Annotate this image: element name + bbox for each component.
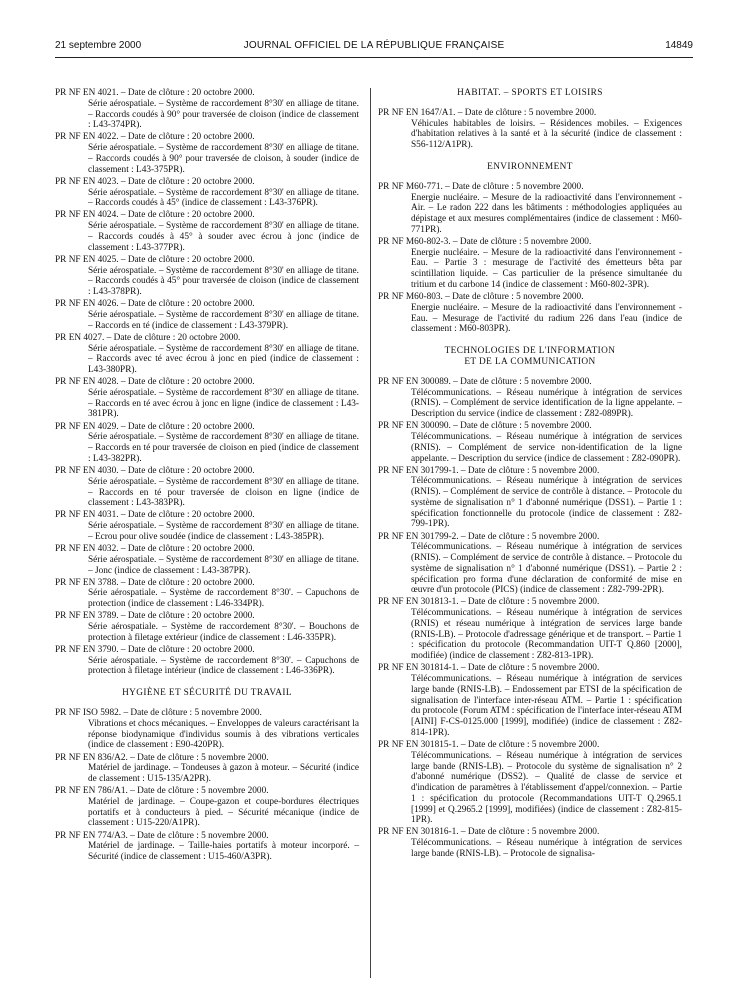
entry-reference: PR EN 4027. – Date de clôture : 20 octobre 2000. [55, 332, 241, 343]
entry-reference: PR NF EN 301799-1. – Date de clôture : 5 novembre 2000. [378, 465, 600, 476]
entry-reference: PR NF EN 4030. – Date de clôture : 20 octobre 2000. [55, 466, 255, 477]
habitat-entries [378, 108, 682, 151]
entry-description: Télécommunications. – Réseau numérique à intégration de services large bande (RNIS-LB). – Protocole du système de signalisation n° 2 d'abonné numérique (DSS2). – Qualité de classe de service et d'indication de paramètres à l'établissement d'appel/connexion. – Partie 1 : spécification du protocole (Recommandations UIT-T Q.2965.1 [1999] et Q.2965.2 [1999], modifiées) (indice de classement : Z82-815-1PR). [411, 750, 682, 826]
standard-entry [55, 333, 359, 376]
entry-description: Série aérospatiale. – Système de raccordement 8°30'. – Capuchons de protection (indice de classement : L46-334PR). [88, 588, 359, 610]
entry-reference: PR NF EN 4023. – Date de clôture : 20 octobre 2000. [55, 176, 255, 187]
standard-entry [378, 421, 682, 464]
entry-description: Télécommunications. – Réseau numérique à intégration de services large bande (RNIS-LB). – Protocole de signalisa- [411, 838, 682, 859]
hygiene-entries [55, 708, 359, 863]
standard-entry [55, 753, 359, 785]
entry-description: Série aérospatiale. – Système de raccordement 8°30' en alliage de titane. – Raccords en té pour traversée de cloison en pied (indice de classement : L43-382PR). [88, 432, 359, 464]
standard-entry [55, 578, 359, 610]
entry-description: Télécommunications. – Réseau numérique à intégration de services (RNIS). – Complément de service de contrôle à distance. – Protocole du système de signalisation n° 1 d'abonné numérique (DSS1). – Partie 2 : spécification pro forma d'une déclaration de conformité de mise en œuvre d'un protocole (PICS) (indice de classement : Z82-799-2PR). [411, 542, 682, 596]
entry-description: Série aérospatiale. – Système de raccordement 8°30' en alliage de titane. – Raccords en té (indice de classement : L43-379PR). [88, 309, 359, 331]
entry-reference: PR NF EN 301815-1. – Date de clôture : 5 novembre 2000. [378, 740, 600, 750]
entry-description: Série aérospatiale. – Système de raccordement 8°30'. – Bouchons de protection à filetage extérieur (indice de classement : L46-335PR). [88, 622, 359, 643]
entry-description: Télécommunications. – Réseau numérique à intégration de services (RNIS). – Complément de service identification de la ligne appelante. – Description du service (indice de classement : Z82-089PR). [411, 387, 682, 420]
entry-description: Série aérospatiale. – Système de raccordement 8°30' en alliage de titane. – Jonc (indice de classement : L43-387PR). [88, 554, 359, 576]
section-title-tic: TECHNOLOGIES DE L'INFORMATION ET DE LA COMMUNICATION [444, 346, 616, 367]
standard-entry [55, 255, 359, 298]
entry-description: Matériel de jardinage. – Coupe-gazon et coupe-bordures électriques portatifs et à conducteurs à pied. – Sécurité mécanique (indice de classement : U15-220/A1PR). [88, 796, 359, 829]
entry-description: Série aérospatiale. – Système de raccordement 8°30'. – Capuchons de protection à filetage intérieur (indice de classement : L46-336PR). [88, 655, 359, 677]
left-column [55, 88, 359, 864]
entry-description: Matériel de jardinage. – Tondeuses à gazon à moteur. – Sécurité (indice de classement : U15-135/A2PR). [88, 763, 359, 785]
section-title-environnement: ENVIRONNEMENT [487, 161, 573, 172]
standard-entry [378, 377, 682, 420]
standard-entry [378, 532, 682, 597]
page-header [55, 40, 693, 54]
standard-entry [55, 645, 359, 677]
entry-reference: PR NF EN 4028. – Date de clôture : 20 octobre 2000. [55, 377, 255, 388]
standard-entry [55, 177, 359, 209]
standard-entry [55, 132, 359, 175]
entry-description: Télécommunications. – Réseau numérique à intégration de services (RNIS) et réseau numérique à intégration de services large bande (RNIS-LB). – Protocole d'adressage générique et de transport. – Partie 1 : spécification du protocole (Recommandation UIT-T Q.860 [2000], modifiée) (indice de classement : Z82-813-1PR). [411, 608, 682, 662]
entry-reference: PR NF EN 774/A3. – Date de clôture : 5 novembre 2000. [55, 830, 269, 841]
standard-entry [55, 466, 359, 509]
column-divider [370, 88, 371, 978]
standard-entry [378, 182, 682, 236]
section-title-hygiene: HYGIÈNE ET SÉCURITÉ DU TRAVAIL [122, 688, 292, 699]
standard-entry [55, 831, 359, 863]
entry-description: Télécommunications. – Réseau numérique à intégration de services large bande (RNIS-LB). – Endossement par ETSI de la spécification de signalisation de l'interface inter-réseau ATM. – Partie 1 : spécification du protocole (Forum ATM : spécification de l'interface inter-réseau ATM [AINI] F-CS-0125.000 [1999], modifiée) (indice de classement : Z82-814-1PR). [411, 674, 682, 738]
entry-reference: PR NF EN 300089. – Date de clôture : 5 novembre 2000. [378, 376, 592, 387]
entry-reference: PR NF EN 4029. – Date de clôture : 20 octobre 2000. [55, 421, 255, 432]
entry-reference: PR NF EN 3788. – Date de clôture : 20 octobre 2000. [55, 577, 255, 588]
section-title-habitat: HABITAT. – SPORTS ET LOISIRS [457, 88, 603, 98]
entry-reference: PR NF M60-802-3. – Date de clôture : 5 novembre 2000. [378, 236, 592, 247]
entry-reference: PR NF EN 4022. – Date de clôture : 20 octobre 2000. [55, 132, 255, 143]
aerospace-entries [55, 88, 359, 677]
entry-description: Energie nucléaire. – Mesure de la radioactivité dans l'environnement - Eau. – Partie 3 : mesurage de l'activité des émetteurs bêta par scintillation liquide. – Cas particulier de la présence simultanée du tritium et du carbone 14 (indice de classement : M60-802-3PR). [411, 247, 682, 290]
standard-entry [55, 611, 359, 643]
standard-entry [55, 422, 359, 465]
entry-reference: PR NF EN 301816-1. – Date de clôture : 5 novembre 2000. [378, 827, 600, 838]
entry-reference: PR NF EN 4031. – Date de clôture : 20 octobre 2000. [55, 510, 255, 521]
entry-reference: PR NF EN 4024. – Date de clôture : 20 octobre 2000. [55, 210, 255, 221]
entry-reference: PR NF EN 4025. – Date de clôture : 20 octobre 2000. [55, 254, 255, 265]
entry-reference: PR NF EN 4026. – Date de clôture : 20 octobre 2000. [55, 299, 255, 310]
entry-description: Série aérospatiale. – Système de raccordement 8°30' en alliage de titane. – Raccords en té avec écrou à jonc en ligne (indice de classement : L43-381PR). [88, 387, 359, 420]
entry-reference: PR NF EN 4021. – Date de clôture : 20 octobre 2000. [55, 88, 255, 98]
entry-description: Energie nucléaire. – Mesure de la radioactivité dans l'environnement - Eau. – Mesurage de l'activité du radium 226 dans l'eau (indice de classement : M60-803PR). [411, 302, 682, 335]
standard-entry [55, 544, 359, 576]
issue-date: 21 septembre 2000 [55, 40, 142, 51]
entry-reference: PR NF EN 301799-2. – Date de clôture : 5 novembre 2000. [378, 531, 600, 542]
standard-entry [55, 510, 359, 542]
entry-description: Série aérospatiale. – Système de raccordement 8°30' en alliage de titane. – Raccords coudés à 90° pour traversée de cloison, à souder (indice de classement : L43-375PR). [88, 143, 359, 175]
standard-entry [378, 663, 682, 738]
standard-entry [378, 597, 682, 662]
entry-description: Série aérospatiale. – Système de raccordement 8°30' en alliage de titane. – Raccords coudés à 45° pour traversée de cloison (indice de classement : L43-378PR). [88, 265, 359, 298]
entry-reference: PR NF EN 300090. – Date de clôture : 5 novembre 2000. [378, 421, 592, 432]
entry-description: Télécommunications. – Réseau numérique à intégration de services (RNIS). – Complément de service non-identification de la ligne appelante. – Description du service (indice de classement : Z82-090PR). [411, 432, 682, 464]
standard-entry [55, 786, 359, 829]
standard-entry [55, 210, 359, 253]
entry-description: Série aérospatiale. – Système de raccordement 8°30' en alliage de titane. – Ecrou pour olive soudée (indice de classement : L43-385PR). [88, 521, 359, 542]
environnement-entries [378, 182, 682, 335]
standard-entry [55, 299, 359, 331]
entry-reference: PR NF EN 1647/A1. – Date de clôture : 5 novembre 2000. [378, 107, 597, 118]
standard-entry [55, 377, 359, 420]
entry-reference: PR NF EN 3789. – Date de clôture : 20 octobre 2000. [55, 611, 255, 622]
entry-description: Série aérospatiale. – Système de raccordement 8°30' en alliage de titane. – Raccords coudés à 45° (indice de classement : L43-376PR). [88, 187, 359, 209]
entry-reference: PR NF EN 836/A2. – Date de clôture : 5 novembre 2000. [55, 752, 269, 763]
standard-entry [378, 292, 682, 335]
entry-reference: PR NF M60-803. – Date de clôture : 5 novembre 2000. [378, 292, 584, 303]
standard-entry [378, 827, 682, 859]
journal-title: JOURNAL OFFICIEL DE LA RÉPUBLIQUE FRANÇAISE [243, 40, 505, 51]
entry-description: Energie nucléaire. – Mesure de la radioactivité dans l'environnement - Air. – Le radon 222 dans les bâtiments : méthodologies appliquées au dépistage et aux mesures complémentaires (indice de classement : M60-771PR). [411, 192, 682, 235]
standard-entry [378, 237, 682, 291]
page-number: 14849 [665, 40, 693, 51]
entry-description: Véhicules habitables de loisirs. – Résidences mobiles. – Exigences d'habitation relatives à la santé et à la sécurité (indice de classement : S56-112/A1PR). [411, 118, 682, 151]
standard-entry [378, 108, 682, 151]
standard-entry [378, 740, 682, 826]
entry-reference: PR NF ISO 5982. – Date de clôture : 5 novembre 2000. [55, 708, 262, 719]
entry-reference: PR NF EN 4032. – Date de clôture : 20 octobre 2000. [55, 544, 255, 555]
entry-reference: PR NF M60-771. – Date de clôture : 5 novembre 2000. [378, 181, 584, 192]
standard-entry [55, 708, 359, 751]
header-rule [55, 57, 693, 58]
standard-entry [378, 466, 682, 531]
entry-description: Matériel de jardinage. – Taille-haies portatifs à moteur incorporé. – Sécurité (indice de classement : U15-460/A3PR). [88, 841, 359, 863]
tic-entries [378, 377, 682, 860]
entry-description: Vibrations et chocs mécaniques. – Enveloppes de valeurs caractérisant la réponse biodynamique d'individus soumis à des vibrations verticales (indice de classement : E90-420PR). [88, 718, 360, 751]
entry-reference: PR NF EN 3790. – Date de clôture : 20 octobre 2000. [55, 644, 255, 655]
entry-description: Série aérospatiale. – Système de raccordement 8°30' en alliage de titane. – Raccords coudés à 45° à souder avec écrou à jonc (indice de classement : L43-377PR). [88, 221, 359, 253]
entry-description: Série aérospatiale. – Système de raccordement 8°30' en alliage de titane. – Raccords avec té avec écrou à jonc en pied (indice de classement : L43-380PR). [88, 343, 359, 376]
entry-description: Télécommunications. – Réseau numérique à intégration de services (RNIS). – Complément de service de contrôle à distance. – Protocole du système de signalisation n° 1 d'abonné numérique (DSS1). – Partie 1 : spécification fonctionnelle du protocole (indice de classement : Z82-799-1PR). [411, 476, 682, 530]
entry-reference: PR NF EN 301813-1. – Date de clôture : 5 novembre 2000. [378, 597, 600, 608]
entry-reference: PR NF EN 301814-1. – Date de clôture : 5 novembre 2000. [378, 663, 600, 674]
entry-reference: PR NF EN 786/A1. – Date de clôture : 5 novembre 2000. [55, 786, 269, 797]
right-column [378, 88, 682, 861]
standard-entry [55, 88, 359, 131]
entry-description: Série aérospatiale. – Système de raccordement 8°30' en alliage de titane. – Raccords en té pour traversée de cloison en ligne (indice de classement : L43-383PR). [88, 476, 359, 509]
entry-description: Série aérospatiale. – Système de raccordement 8°30' en alliage de titane. – Raccords coudés à 90° pour traversée de cloison (indice de classement : L43-374PR). [88, 98, 359, 131]
